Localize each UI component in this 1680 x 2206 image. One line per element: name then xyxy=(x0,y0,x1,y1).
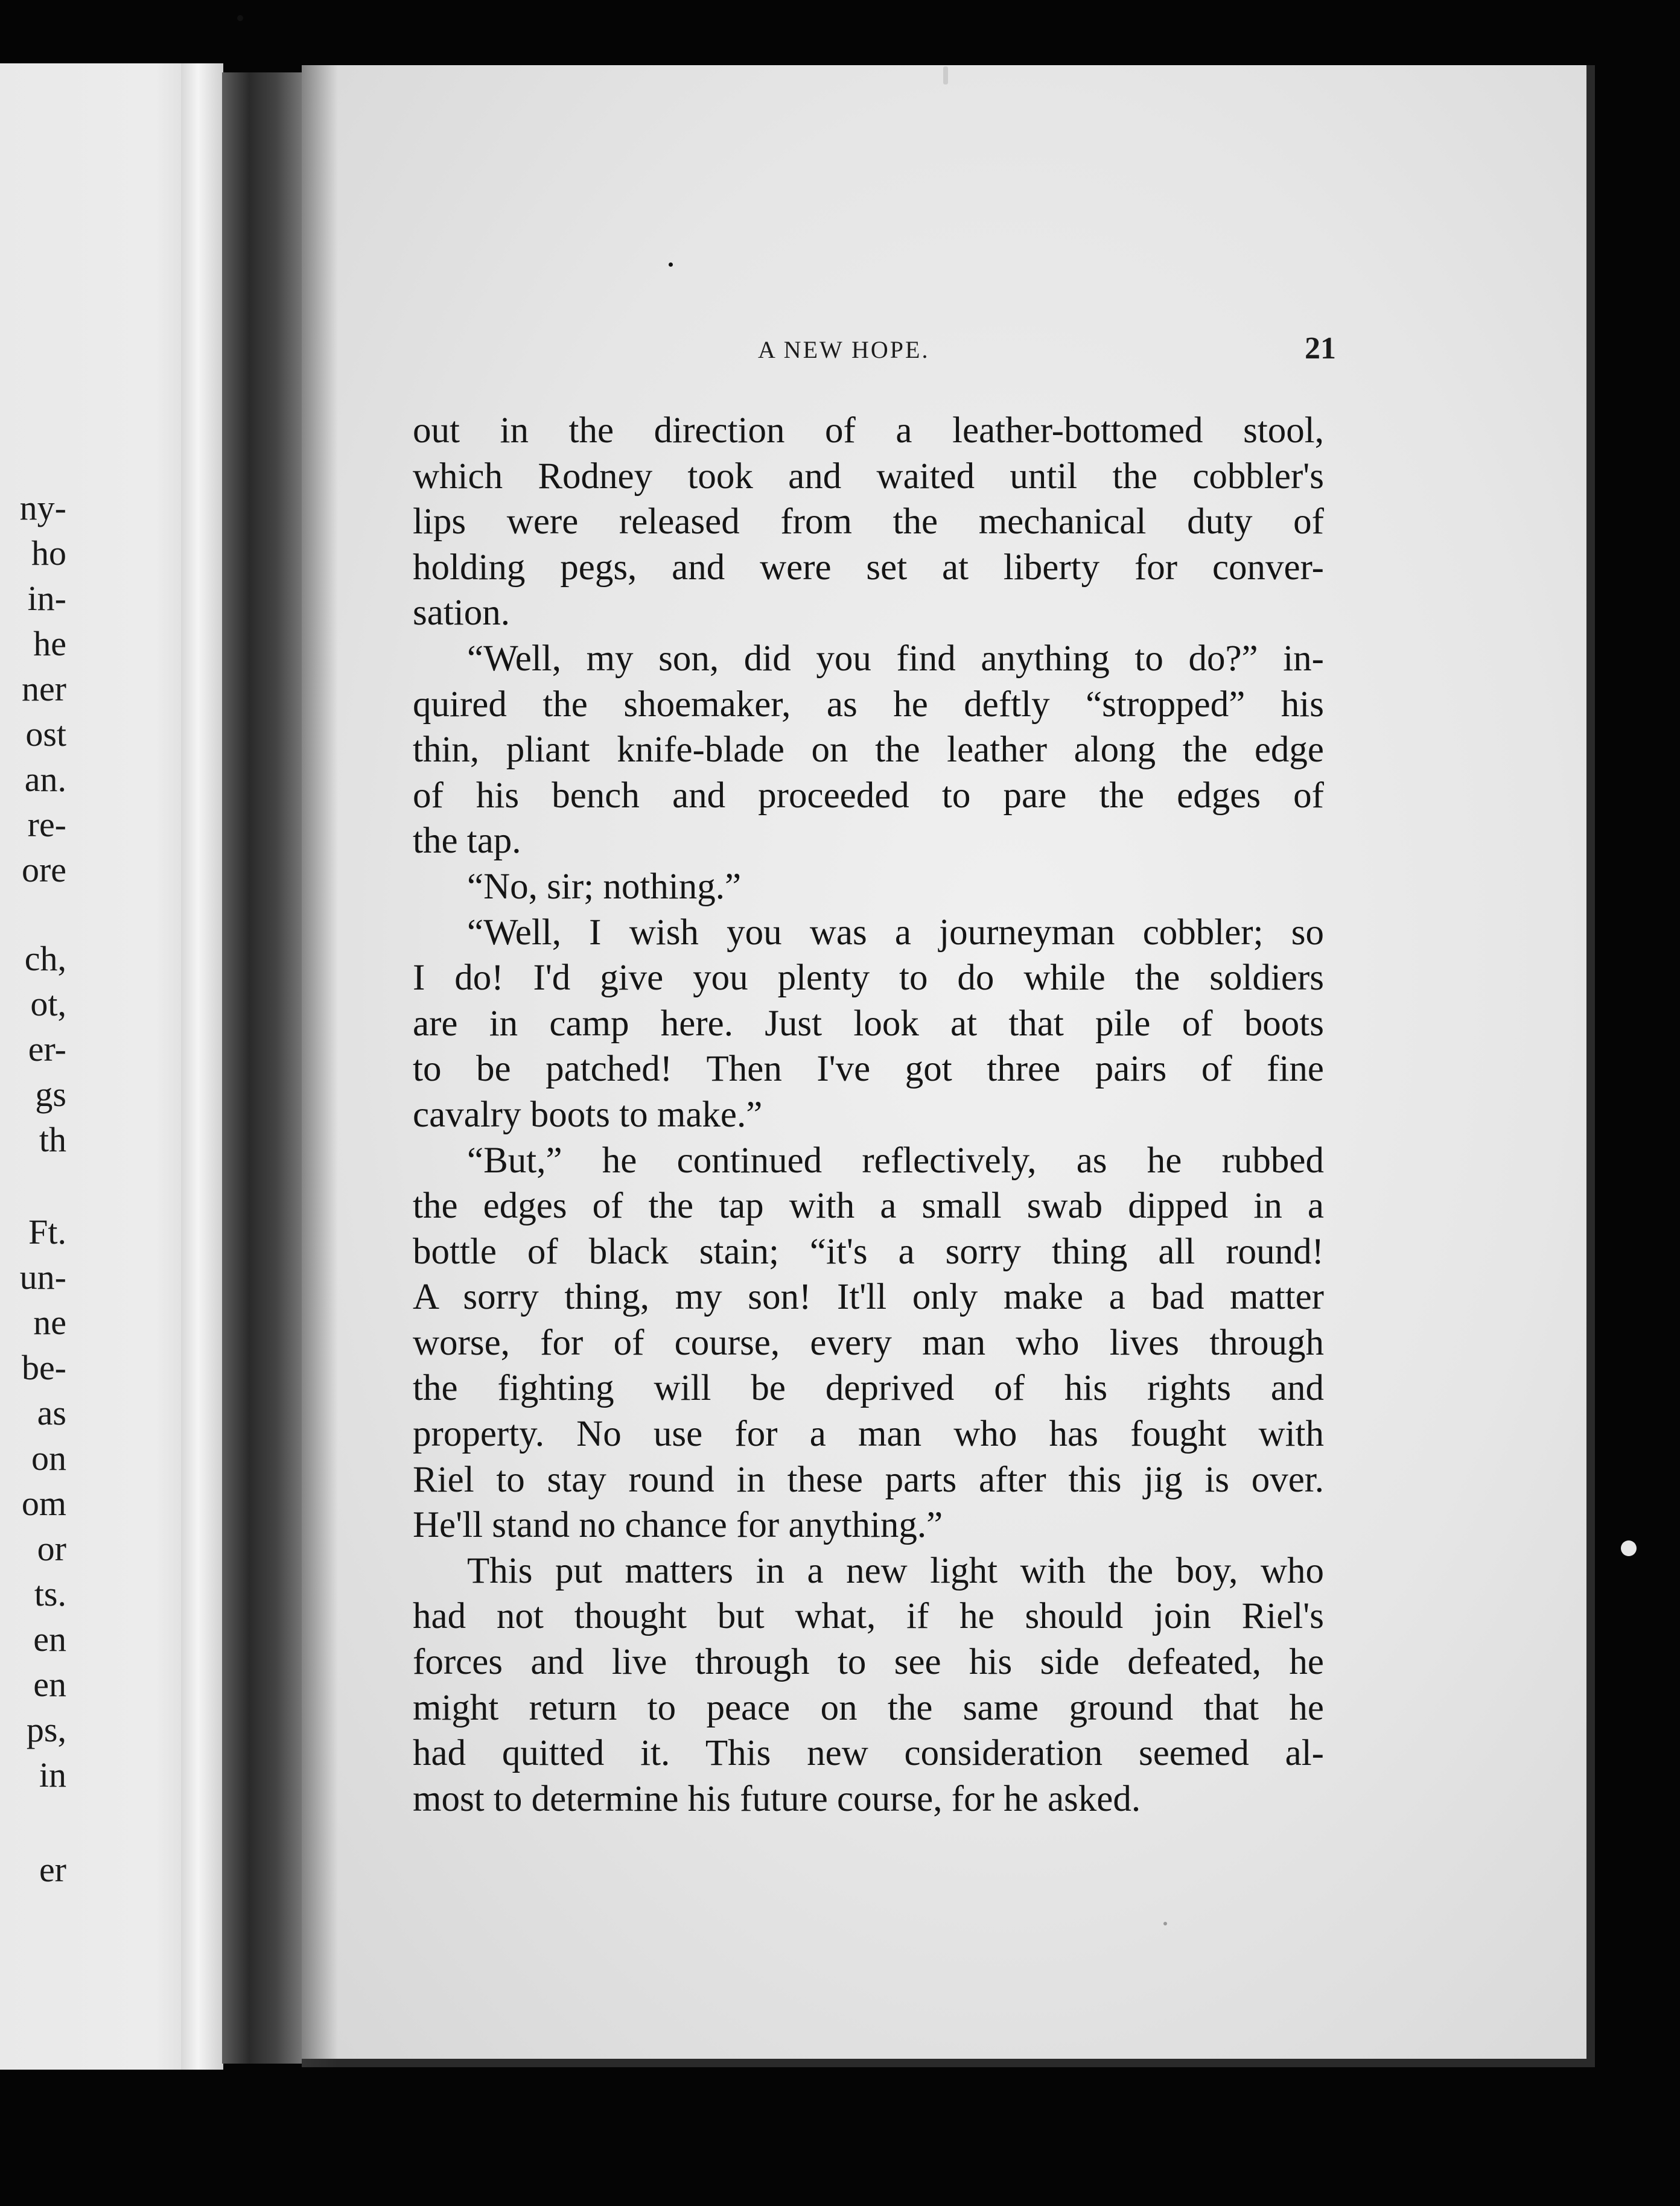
text-line: most to determine his future course, for he asked. xyxy=(413,1778,1141,1819)
text-line: had not thought but what, if he should join Riel's xyxy=(413,1596,1324,1637)
text-line: quired the shoemaker, as he deftly “stropped” his xyxy=(413,684,1324,725)
text-line: Riel to stay round in these parts after this jig is over. xyxy=(413,1459,1324,1500)
left-page-fragment: in xyxy=(39,1755,66,1794)
text-line: This put matters in a new light with the boy, who xyxy=(467,1550,1324,1591)
left-page-fragment: ne xyxy=(33,1303,66,1342)
running-head: A NEW HOPE. xyxy=(758,336,930,363)
scan-speck xyxy=(943,66,948,84)
right-page-shadow xyxy=(302,65,338,2067)
left-page-fragment: en xyxy=(33,1620,66,1659)
left-page-fragment: Ft. xyxy=(28,1212,66,1251)
text-line: the edges of the tap with a small swab dipped in a xyxy=(413,1186,1324,1227)
paragraph xyxy=(413,910,1324,1138)
text-line: worse, for of course, every man who lives through xyxy=(413,1322,1324,1363)
scan-speck xyxy=(669,262,673,267)
text-line: sation. xyxy=(413,593,510,634)
left-page-fragment: gs xyxy=(35,1075,66,1114)
paragraph xyxy=(413,636,1324,864)
left-page-fragment: or xyxy=(37,1529,66,1568)
left-page-fragment: un- xyxy=(19,1257,66,1297)
paragraph xyxy=(413,1138,1324,1548)
left-page-edge xyxy=(181,63,223,2070)
left-page-fragment: as xyxy=(37,1393,66,1432)
left-page-fragment: ho xyxy=(31,533,66,573)
text-line: cavalry boots to make.” xyxy=(413,1094,763,1135)
text-line: of his bench and proceeded to pare the edges of xyxy=(413,775,1324,816)
left-page-fragment: ore xyxy=(21,850,66,889)
text-line: “Well, I wish you was a journeyman cobbler; so xyxy=(467,912,1324,953)
text-line: forces and live through to see his side defeated, he xyxy=(413,1642,1324,1683)
left-page-fragment: ch, xyxy=(24,939,66,978)
scan-speck xyxy=(237,15,243,21)
page-number: 21 xyxy=(1305,331,1336,366)
text-line: “Well, my son, did you find anything to do?” in- xyxy=(467,638,1324,679)
text-line: “No, sir; nothing.” xyxy=(467,866,742,907)
text-line: out in the direction of a leather-bottomed stool, xyxy=(413,410,1324,451)
left-page-fragment: re- xyxy=(27,805,66,844)
left-page-fragment: ts. xyxy=(34,1574,66,1613)
scan-speck xyxy=(1621,1540,1637,1556)
left-page-fragment: in- xyxy=(27,579,66,618)
left-page-fragment: he xyxy=(33,624,66,663)
left-page-fragment: ny- xyxy=(19,488,66,527)
text-line: bottle of black stain; “it's a sorry thing all round! xyxy=(413,1231,1324,1272)
text-line: He'll stand no chance for anything.” xyxy=(413,1505,943,1546)
left-page-fragment: th xyxy=(39,1120,66,1159)
left-page-text-fragments xyxy=(0,63,66,2070)
left-page-fragment: be- xyxy=(21,1348,66,1387)
text-line: the fighting will be deprived of his rights and xyxy=(413,1368,1324,1409)
text-line: holding pegs, and were set at liberty for conver- xyxy=(413,547,1324,588)
text-line: thin, pliant knife-blade on the leather along the edge xyxy=(413,730,1324,771)
left-page-fragment: ps, xyxy=(26,1710,66,1749)
left-page-fragment: er- xyxy=(28,1029,66,1069)
paragraph xyxy=(413,864,1324,910)
left-page-fragment: an. xyxy=(24,760,66,799)
text-line: had quitted it. This new consideration seemed al- xyxy=(413,1733,1324,1774)
left-page-fragment: en xyxy=(33,1665,66,1704)
left-page-fragment: om xyxy=(21,1484,66,1523)
text-line: might return to peace on the same ground that he xyxy=(413,1687,1324,1728)
text-line: property. No use for a man who has fought with xyxy=(413,1414,1324,1455)
body-text xyxy=(413,408,1324,1822)
text-line: are in camp here. Just look at that pile of boots xyxy=(413,1003,1324,1044)
text-line: I do! I'd give you plenty to do while the soldiers xyxy=(413,958,1324,999)
text-line: lips were released from the mechanical duty of xyxy=(413,501,1324,542)
left-page-fragment: ner xyxy=(21,669,66,708)
left-page-fragment: er xyxy=(39,1850,66,1889)
text-line: to be patched! Then I've got three pairs of fine xyxy=(413,1049,1324,1090)
left-page-fragment: ot, xyxy=(30,984,66,1023)
book-gutter xyxy=(222,72,313,2064)
paragraph xyxy=(413,408,1324,636)
left-page-fragment: ost xyxy=(25,714,66,754)
paragraph xyxy=(413,1548,1324,1822)
text-line: the tap. xyxy=(413,821,521,862)
text-line: A sorry thing, my son! It'll only make a bad matter xyxy=(413,1277,1324,1318)
text-line: “But,” he continued reflectively, as he rubbed xyxy=(467,1140,1324,1181)
page-header xyxy=(413,331,1336,373)
left-page-fragment: on xyxy=(31,1438,66,1478)
text-line: which Rodney took and waited until the cobbler's xyxy=(413,456,1324,497)
scan-speck xyxy=(1163,1922,1167,1925)
